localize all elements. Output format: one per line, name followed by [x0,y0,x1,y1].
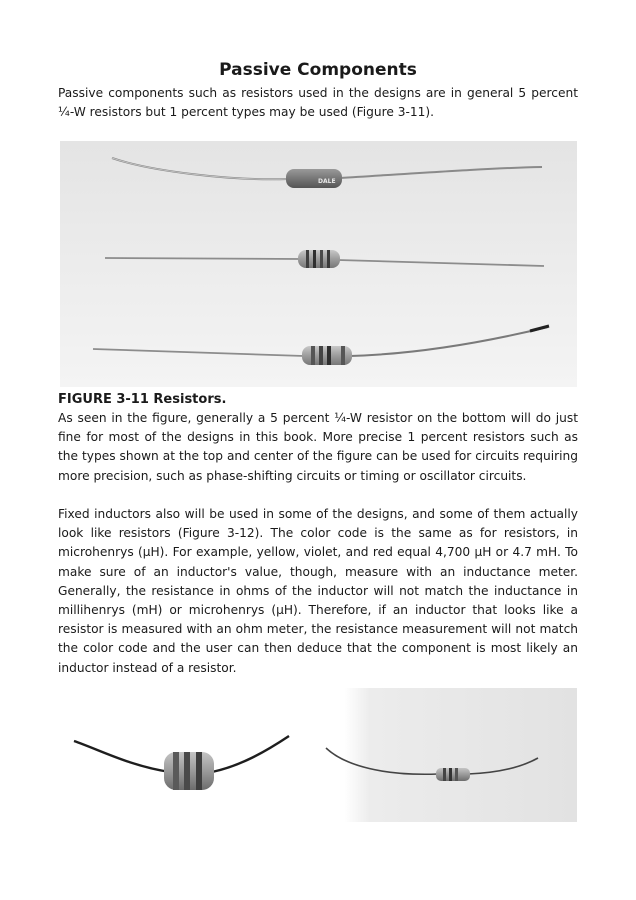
dale-marking: DALE [318,178,336,185]
intro-paragraph: Passive components such as resistors used in the designs are in general 5 percent ¼-W resistors but 1 percent types may be used (Figure 3-11). [58,86,578,120]
body-paragraph-2: Fixed inductors also will be used in some of the designs, and some of them actually look like resistors (Figure 3-12). The color code is the same as for resistors, in microhenrys (μH). For example, yellow, violet, and red equal 4,700 μH or 4.7 mH. To make sure of an inductor's value, though, measure with an inductance meter. Generally, the resistance in ohms of the inductor will not match the inductance in millihenrys (mH) or microhenrys (μH). Therefore, if an inductor that looks like a resistor is measured with an ohm meter, the resistance measurement will not match the color code and the user can then deduce that the component is most likely an inductor instead of a resistor. [58,507,578,675]
inductors-photo [60,688,577,822]
resistors-photo [60,141,577,387]
body-paragraph-1: As seen in the figure, generally a 5 percent ¼-W resistor on the bottom will do just fine for most of the designs in this book. More precise 1 percent resistors such as the types shown at the top and center of the figure can be used for circuits requiring more precision, such as phase-shifting circuits or timing or oscillator circuits. [58,411,578,483]
page-title: Passive Components [219,60,417,80]
figure-caption: FIGURE 3-11 Resistors. [58,392,227,407]
